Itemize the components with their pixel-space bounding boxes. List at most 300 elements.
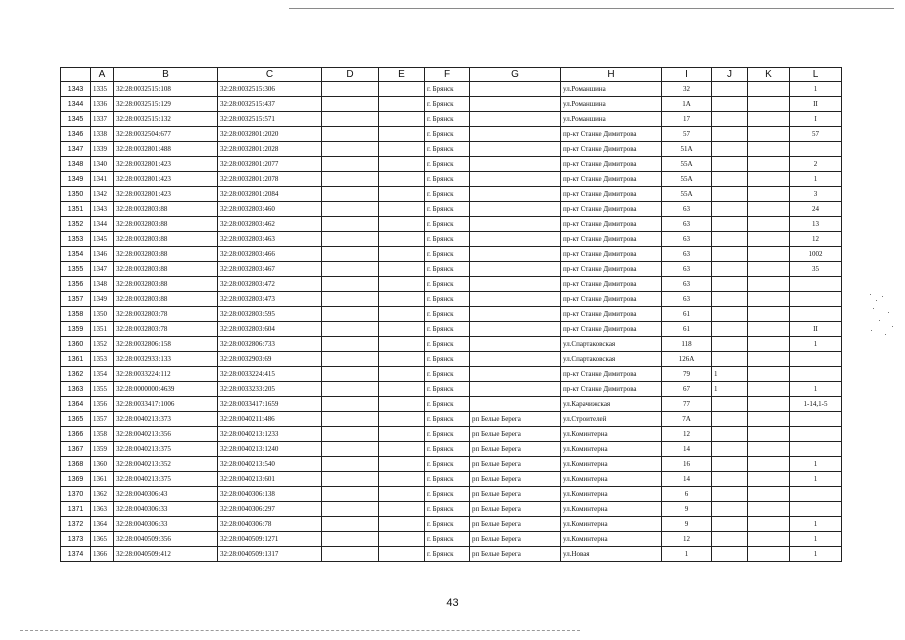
cell-j — [712, 412, 748, 427]
row-number-cell: 1360 — [61, 337, 91, 352]
table-row — [61, 97, 842, 112]
cell-g — [470, 307, 561, 322]
cell-d — [322, 292, 379, 307]
cell-e — [379, 457, 425, 472]
row-number-cell: 1355 — [61, 262, 91, 277]
cell-j — [712, 502, 748, 517]
cell-k — [748, 337, 790, 352]
cell-c: 32:28:0032803:467 — [218, 262, 322, 277]
cell-l: 1 — [790, 172, 842, 187]
cell-h: ул.Коминтерна — [561, 502, 662, 517]
cell-j — [712, 142, 748, 157]
table-row — [61, 547, 842, 562]
table-row — [61, 127, 842, 142]
cell-f: г. Брянск — [425, 142, 470, 157]
cell-k — [748, 427, 790, 442]
cell-d — [322, 517, 379, 532]
cell-g — [470, 397, 561, 412]
column-header-i: I — [662, 68, 712, 82]
cell-g — [470, 112, 561, 127]
cell-d — [322, 322, 379, 337]
cell-i: 6 — [662, 487, 712, 502]
table-row — [61, 427, 842, 442]
cell-d — [322, 142, 379, 157]
cell-g — [470, 127, 561, 142]
cell-h: ул.Коминтерна — [561, 457, 662, 472]
cell-e — [379, 157, 425, 172]
cell-h: пр-кт Станке Димитрова — [561, 172, 662, 187]
cell-i: 126А — [662, 352, 712, 367]
cell-h: пр-кт Станке Димитрова — [561, 187, 662, 202]
cell-a: 1358 — [91, 427, 114, 442]
row-number-cell: 1345 — [61, 112, 91, 127]
table-row — [61, 337, 842, 352]
bottom-scan-rule — [20, 630, 580, 631]
table-row — [61, 142, 842, 157]
cell-k — [748, 517, 790, 532]
cell-c: 32:28:0032801:2078 — [218, 172, 322, 187]
cell-h: ул.Коминтерна — [561, 517, 662, 532]
cell-j — [712, 532, 748, 547]
cell-l — [790, 487, 842, 502]
cell-d — [322, 97, 379, 112]
row-number-cell: 1352 — [61, 217, 91, 232]
cell-g: рп Белые Берега — [470, 547, 561, 562]
cell-l — [790, 427, 842, 442]
cell-c: 32:28:0040213:1240 — [218, 442, 322, 457]
cell-f: г. Брянск — [425, 367, 470, 382]
cell-b: 32:28:0032515:132 — [114, 112, 218, 127]
cell-d — [322, 442, 379, 457]
cell-d — [322, 412, 379, 427]
cell-e — [379, 127, 425, 142]
cell-j — [712, 487, 748, 502]
cell-e — [379, 442, 425, 457]
cell-b: 32:28:0032803:88 — [114, 232, 218, 247]
cell-l: 1 — [790, 547, 842, 562]
table-row — [61, 322, 842, 337]
cell-j — [712, 247, 748, 262]
cell-e — [379, 232, 425, 247]
cell-f: г. Брянск — [425, 262, 470, 277]
cell-c: 32:28:0040306:138 — [218, 487, 322, 502]
row-number-cell: 1364 — [61, 397, 91, 412]
cell-d — [322, 472, 379, 487]
cell-j — [712, 292, 748, 307]
cell-d — [322, 547, 379, 562]
row-number-cell: 1365 — [61, 412, 91, 427]
cell-i: 118 — [662, 337, 712, 352]
cell-g: рп Белые Берега — [470, 472, 561, 487]
cell-j — [712, 457, 748, 472]
cell-b: 32:28:0032801:423 — [114, 187, 218, 202]
cell-c: 32:28:0032803:460 — [218, 202, 322, 217]
cell-k — [748, 307, 790, 322]
cell-c: 32:28:0033224:415 — [218, 367, 322, 382]
row-number-cell: 1374 — [61, 547, 91, 562]
cell-h: ул.Коминтерна — [561, 427, 662, 442]
cell-d — [322, 457, 379, 472]
table-row — [61, 202, 842, 217]
column-header-h: H — [561, 68, 662, 82]
cell-c: 32:28:0032515:437 — [218, 97, 322, 112]
cell-e — [379, 517, 425, 532]
cell-h: пр-кт Станке Димитрова — [561, 142, 662, 157]
cell-j — [712, 517, 748, 532]
cell-l: 1002 — [790, 247, 842, 262]
cell-a: 1340 — [91, 157, 114, 172]
cell-a: 1349 — [91, 292, 114, 307]
cell-k — [748, 292, 790, 307]
row-number-cell: 1372 — [61, 517, 91, 532]
cell-b: 32:28:0040213:352 — [114, 457, 218, 472]
cell-d — [322, 232, 379, 247]
cell-i: 16 — [662, 457, 712, 472]
cell-h: ул.Коминтерна — [561, 487, 662, 502]
cell-b: 32:28:0032803:78 — [114, 307, 218, 322]
cell-g — [470, 142, 561, 157]
cell-a: 1343 — [91, 202, 114, 217]
cell-k — [748, 472, 790, 487]
row-number-cell: 1348 — [61, 157, 91, 172]
row-number-cell: 1361 — [61, 352, 91, 367]
row-number-cell: 1371 — [61, 502, 91, 517]
cell-d — [322, 157, 379, 172]
cell-l: 24 — [790, 202, 842, 217]
cell-l — [790, 502, 842, 517]
cell-a: 1359 — [91, 442, 114, 457]
table-row — [61, 307, 842, 322]
cell-f: г. Брянск — [425, 487, 470, 502]
table-row — [61, 487, 842, 502]
cell-g — [470, 292, 561, 307]
cell-b: 32:28:0040306:33 — [114, 517, 218, 532]
cell-g: рп Белые Берега — [470, 427, 561, 442]
table-row — [61, 457, 842, 472]
row-number-cell: 1363 — [61, 382, 91, 397]
cell-i: 9 — [662, 517, 712, 532]
cell-e — [379, 397, 425, 412]
cell-a: 1364 — [91, 517, 114, 532]
cell-b: 32:28:0040213:356 — [114, 427, 218, 442]
cell-b: 32:28:0032515:129 — [114, 97, 218, 112]
cell-a: 1341 — [91, 172, 114, 187]
cell-e — [379, 322, 425, 337]
cell-k — [748, 172, 790, 187]
cell-e — [379, 112, 425, 127]
cell-i: 67 — [662, 382, 712, 397]
cell-i: 12 — [662, 532, 712, 547]
cell-j — [712, 232, 748, 247]
cell-f: г. Брянск — [425, 457, 470, 472]
cell-k — [748, 457, 790, 472]
cell-l — [790, 352, 842, 367]
column-header-a: A — [91, 68, 114, 82]
cell-l: 1 — [790, 382, 842, 397]
cell-g — [470, 382, 561, 397]
cell-k — [748, 247, 790, 262]
cell-g — [470, 172, 561, 187]
cell-k — [748, 157, 790, 172]
cell-g — [470, 352, 561, 367]
cell-f: г. Брянск — [425, 412, 470, 427]
cell-a: 1346 — [91, 247, 114, 262]
cell-f: г. Брянск — [425, 397, 470, 412]
cell-f: г. Брянск — [425, 382, 470, 397]
cell-d — [322, 337, 379, 352]
cell-l: 1 — [790, 337, 842, 352]
cell-l — [790, 412, 842, 427]
column-header-c: C — [218, 68, 322, 82]
table-row — [61, 172, 842, 187]
row-number-cell: 1370 — [61, 487, 91, 502]
cell-a: 1347 — [91, 262, 114, 277]
cell-e — [379, 247, 425, 262]
cell-a: 1336 — [91, 97, 114, 112]
cell-j — [712, 427, 748, 442]
cell-h: пр-кт Станке Димитрова — [561, 292, 662, 307]
row-number-cell: 1349 — [61, 172, 91, 187]
cell-k — [748, 187, 790, 202]
cell-l: 13 — [790, 217, 842, 232]
row-number-cell: 1343 — [61, 82, 91, 97]
cell-l — [790, 307, 842, 322]
row-number-cell: 1358 — [61, 307, 91, 322]
cell-c: 32:28:0032515:306 — [218, 82, 322, 97]
cell-b: 32:28:0032801:488 — [114, 142, 218, 157]
cell-a: 1360 — [91, 457, 114, 472]
cell-c: 32:28:0032803:604 — [218, 322, 322, 337]
cell-b: 32:28:0032803:88 — [114, 262, 218, 277]
cell-g: рп Белые Берега — [470, 442, 561, 457]
cell-g — [470, 232, 561, 247]
cell-e — [379, 277, 425, 292]
cell-e — [379, 187, 425, 202]
cell-h: пр-кт Станке Димитрова — [561, 367, 662, 382]
cell-c: 32:28:0032801:2020 — [218, 127, 322, 142]
cell-g — [470, 277, 561, 292]
cell-d — [322, 427, 379, 442]
cell-b: 32:28:0032803:88 — [114, 217, 218, 232]
cell-a: 1350 — [91, 307, 114, 322]
column-header-row — [61, 68, 842, 82]
cell-b: 32:28:0040213:375 — [114, 472, 218, 487]
table-row — [61, 412, 842, 427]
cell-a: 1344 — [91, 217, 114, 232]
cell-b: 32:28:0040306:33 — [114, 502, 218, 517]
cell-e — [379, 202, 425, 217]
cell-j — [712, 397, 748, 412]
cell-i: 63 — [662, 202, 712, 217]
cell-l: 35 — [790, 262, 842, 277]
cell-a: 1361 — [91, 472, 114, 487]
cell-f: г. Брянск — [425, 532, 470, 547]
cell-h: пр-кт Станке Димитрова — [561, 217, 662, 232]
row-number-cell: 1369 — [61, 472, 91, 487]
cell-l — [790, 442, 842, 457]
cell-h: ул.Спартаковская — [561, 337, 662, 352]
cell-i: 63 — [662, 247, 712, 262]
cell-a: 1335 — [91, 82, 114, 97]
cell-g: рп Белые Берега — [470, 502, 561, 517]
cell-k — [748, 382, 790, 397]
cell-i: 79 — [662, 367, 712, 382]
cell-b: 32:28:0032515:108 — [114, 82, 218, 97]
cell-a: 1357 — [91, 412, 114, 427]
cell-e — [379, 217, 425, 232]
cell-k — [748, 112, 790, 127]
cell-l: II — [790, 322, 842, 337]
table-row — [61, 262, 842, 277]
cell-a: 1345 — [91, 232, 114, 247]
table-row — [61, 397, 842, 412]
cell-i: 57 — [662, 127, 712, 142]
column-header-k: K — [748, 68, 790, 82]
table-row — [61, 232, 842, 247]
cell-k — [748, 397, 790, 412]
cell-j: 1 — [712, 367, 748, 382]
cell-a: 1362 — [91, 487, 114, 502]
cell-e — [379, 547, 425, 562]
cell-i: 55А — [662, 172, 712, 187]
cell-i: 17 — [662, 112, 712, 127]
table-row — [61, 277, 842, 292]
cell-a: 1366 — [91, 547, 114, 562]
cell-c: 32:28:0032801:2077 — [218, 157, 322, 172]
cell-i: 55А — [662, 157, 712, 172]
cell-h: пр-кт Станке Димитрова — [561, 322, 662, 337]
cell-g — [470, 217, 561, 232]
cell-f: г. Брянск — [425, 277, 470, 292]
cell-f: г. Брянск — [425, 232, 470, 247]
cell-h: ул.Романшина — [561, 112, 662, 127]
cell-j: 1 — [712, 382, 748, 397]
column-header-l: L — [790, 68, 842, 82]
cell-b: 32:28:0033417:1006 — [114, 397, 218, 412]
cell-j — [712, 127, 748, 142]
cell-h: ул.Романшина — [561, 97, 662, 112]
cell-a: 1351 — [91, 322, 114, 337]
cell-d — [322, 382, 379, 397]
cell-j — [712, 172, 748, 187]
cell-j — [712, 337, 748, 352]
cell-i: 63 — [662, 232, 712, 247]
cell-e — [379, 352, 425, 367]
cell-k — [748, 412, 790, 427]
cell-e — [379, 262, 425, 277]
table-row — [61, 292, 842, 307]
cell-b: 32:28:0032801:423 — [114, 172, 218, 187]
cell-c: 32:28:0040306:78 — [218, 517, 322, 532]
cell-h: пр-кт Станке Димитрова — [561, 307, 662, 322]
cell-f: г. Брянск — [425, 127, 470, 142]
cell-h: ул.Романшина — [561, 82, 662, 97]
cell-h: пр-кт Станке Димитрова — [561, 262, 662, 277]
cell-j — [712, 322, 748, 337]
cell-e — [379, 337, 425, 352]
cell-i: 14 — [662, 472, 712, 487]
cell-f: г. Брянск — [425, 322, 470, 337]
table-row — [61, 367, 842, 382]
cell-h: ул.Коминтерна — [561, 442, 662, 457]
cell-l: 1-14,1-5 — [790, 397, 842, 412]
cell-d — [322, 262, 379, 277]
cell-d — [322, 217, 379, 232]
table-row — [61, 352, 842, 367]
cell-c: 32:28:0032515:571 — [218, 112, 322, 127]
cell-i: 63 — [662, 262, 712, 277]
cell-f: г. Брянск — [425, 472, 470, 487]
cell-a: 1356 — [91, 397, 114, 412]
cell-j — [712, 217, 748, 232]
cell-i: 61 — [662, 322, 712, 337]
cell-e — [379, 532, 425, 547]
scan-specks — [868, 290, 898, 340]
cell-g — [470, 247, 561, 262]
cell-h: ул.Коминтерна — [561, 532, 662, 547]
cell-f: г. Брянск — [425, 157, 470, 172]
cell-g — [470, 262, 561, 277]
cell-e — [379, 487, 425, 502]
cell-g — [470, 337, 561, 352]
cell-a: 1342 — [91, 187, 114, 202]
cell-k — [748, 127, 790, 142]
cell-d — [322, 352, 379, 367]
cell-k — [748, 232, 790, 247]
cell-f: г. Брянск — [425, 292, 470, 307]
cell-d — [322, 487, 379, 502]
corner-header-cell — [61, 68, 91, 82]
cell-e — [379, 367, 425, 382]
table-row — [61, 532, 842, 547]
cell-j — [712, 202, 748, 217]
cell-k — [748, 502, 790, 517]
cell-l — [790, 142, 842, 157]
cell-g: рп Белые Берега — [470, 487, 561, 502]
cell-h: пр-кт Станке Димитрова — [561, 382, 662, 397]
cell-l: 1 — [790, 472, 842, 487]
column-header-f: F — [425, 68, 470, 82]
cell-i: 77 — [662, 397, 712, 412]
cell-e — [379, 142, 425, 157]
cell-i: 63 — [662, 292, 712, 307]
cell-f: г. Брянск — [425, 427, 470, 442]
cell-h: ул.Коминтерна — [561, 472, 662, 487]
cell-c: 32:28:0032803:472 — [218, 277, 322, 292]
cell-h: пр-кт Станке Димитрова — [561, 127, 662, 142]
table-row — [61, 247, 842, 262]
cell-c: 32:28:0032803:473 — [218, 292, 322, 307]
cell-k — [748, 367, 790, 382]
row-number-cell: 1373 — [61, 532, 91, 547]
cell-f: г. Брянск — [425, 217, 470, 232]
cell-f: г. Брянск — [425, 187, 470, 202]
cell-l: 12 — [790, 232, 842, 247]
cell-h: пр-кт Станке Димитрова — [561, 157, 662, 172]
cell-c: 32:28:0033233:205 — [218, 382, 322, 397]
cell-i: 9 — [662, 502, 712, 517]
cell-c: 32:28:0040306:297 — [218, 502, 322, 517]
column-header-e: E — [379, 68, 425, 82]
cell-e — [379, 472, 425, 487]
cell-k — [748, 202, 790, 217]
top-scan-rule — [289, 8, 894, 9]
cell-h: ул.Карачижская — [561, 397, 662, 412]
cell-f: г. Брянск — [425, 442, 470, 457]
cell-j — [712, 547, 748, 562]
column-header-d: D — [322, 68, 379, 82]
cell-l: 57 — [790, 127, 842, 142]
